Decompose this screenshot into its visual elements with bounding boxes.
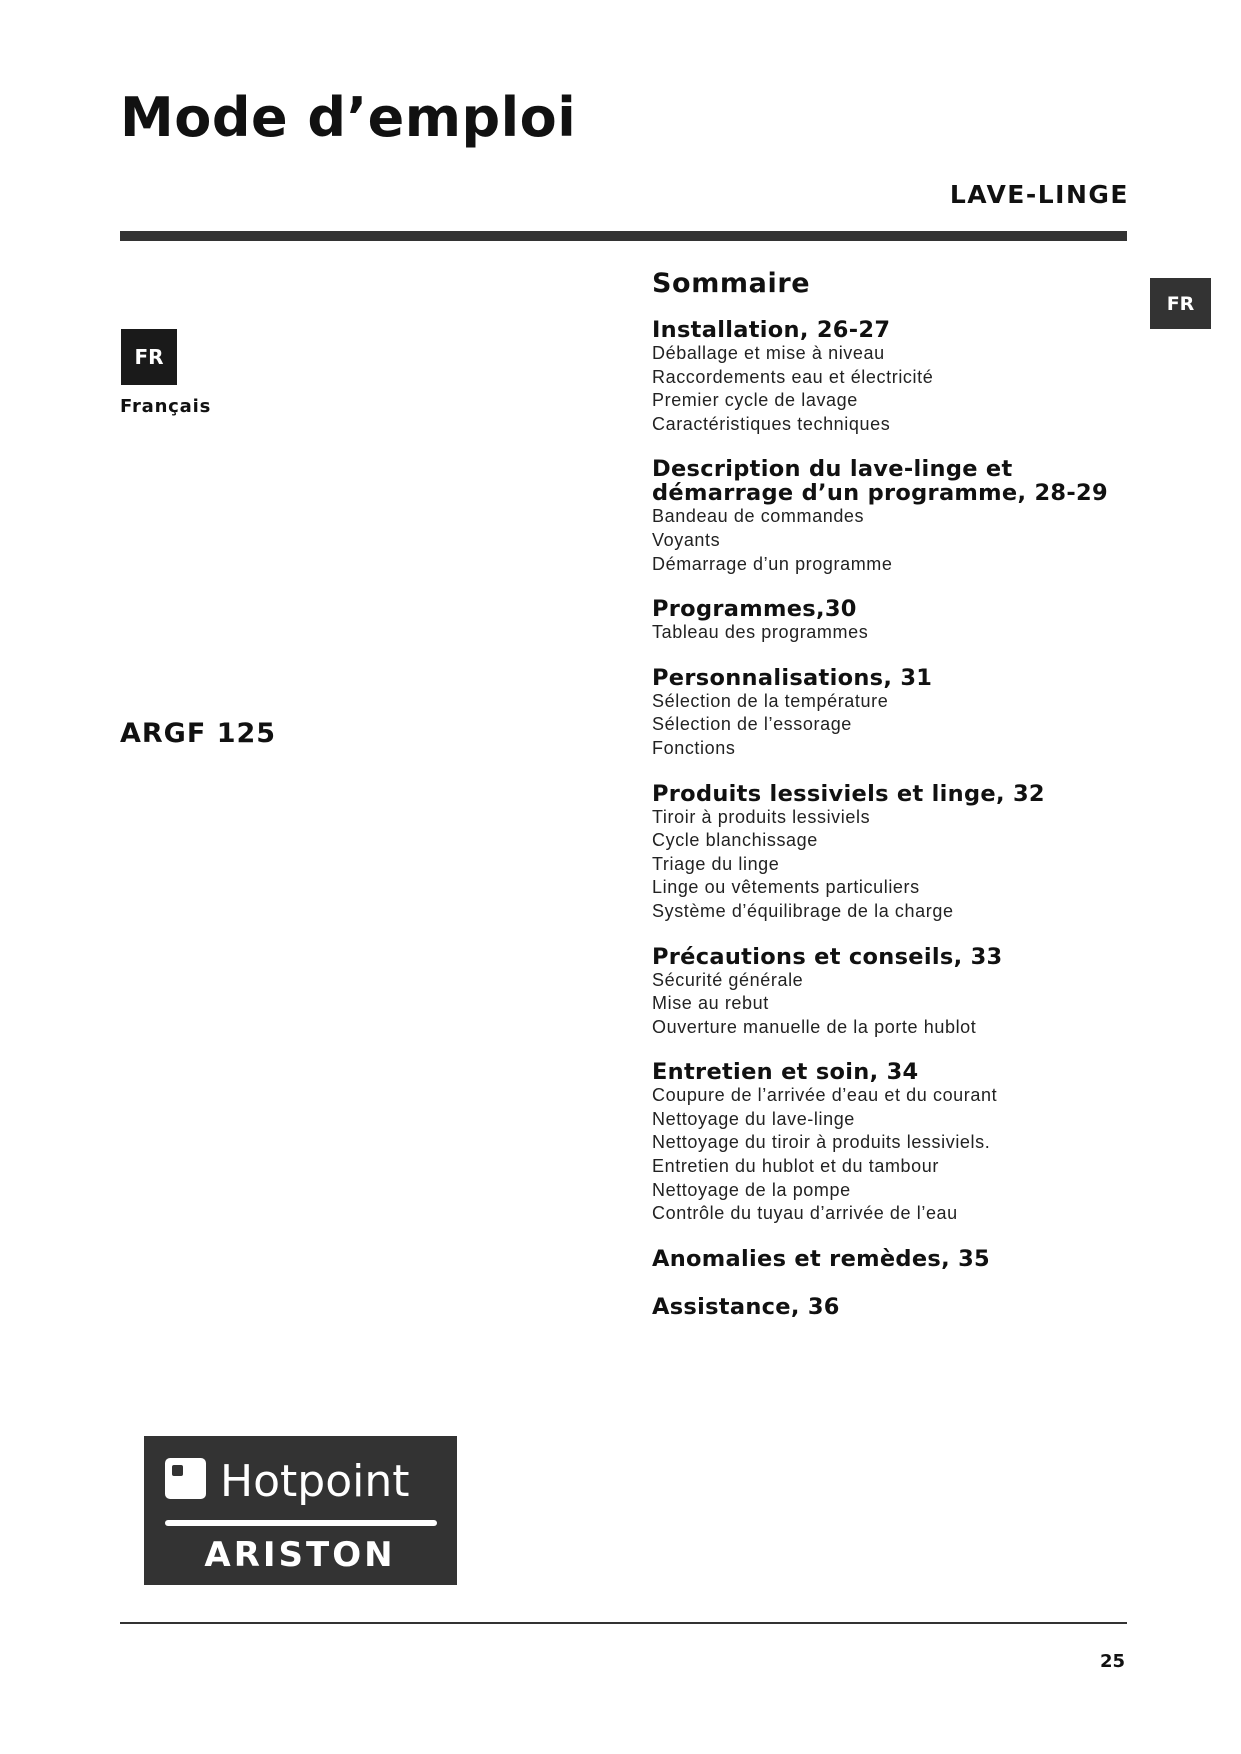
product-type-label: LAVE-LINGE [949, 180, 1129, 209]
toc-item: Démarrage d’un programme [652, 553, 893, 574]
toc-item: Voyants [652, 529, 721, 550]
brand-wordmark [144, 1436, 457, 1585]
toc-item: Système d’équilibrage de la charge [652, 900, 954, 921]
toc-section-programmes [652, 597, 1132, 645]
toc-heading: Personnalisations, 31 [652, 664, 933, 691]
toc-section-produits [652, 782, 1132, 924]
toc-section-precautions [652, 945, 1132, 1040]
toc-item: Sélection de la température [652, 690, 889, 711]
toc-item: Tableau des programmes [652, 622, 869, 643]
toc-item: Nettoyage de la pompe [652, 1179, 851, 1200]
toc-heading: Produits lessiviels et linge, 32 [652, 780, 1045, 807]
toc-item: Déballage et mise à niveau [652, 343, 885, 363]
toc-section-entretien [652, 1060, 1132, 1226]
footer-divider [120, 1622, 1127, 1624]
toc-heading: Programmes,30 [652, 596, 857, 623]
toc-item: Triage du linge [652, 853, 780, 874]
toc-heading: Assistance, 36 [652, 1293, 840, 1320]
model-number: ARGF 125 [120, 718, 277, 749]
header-divider [120, 231, 1127, 241]
toc-item: Cycle blanchissage [652, 830, 818, 851]
language-name: Français [120, 396, 212, 417]
toc-item: Premier cycle de lavage [652, 390, 858, 411]
toc-item: Bandeau de commandes [652, 506, 865, 527]
toc-heading: Installation, 26-27 [652, 317, 891, 343]
toc-item: Linge ou vêtements particuliers [652, 877, 920, 898]
toc-item: Ouverture manuelle de la porte hublot [652, 1016, 977, 1037]
brand-divider [165, 1520, 437, 1526]
toc-item: Nettoyage du tiroir à produits lessiviels. [652, 1132, 991, 1153]
toc-heading: Précautions et conseils, 33 [652, 943, 1003, 970]
toc-item: Sélection de l’essorage [652, 714, 852, 735]
toc-heading: Entretien et soin, 34 [652, 1059, 919, 1086]
toc-item: Contrôle du tuyau d’arrivée de l’eau [652, 1203, 958, 1224]
language-side-tab: FR [1150, 278, 1211, 329]
table-of-contents [652, 266, 1132, 1340]
toc-section-personnalisations [652, 666, 1132, 761]
hotpoint-ariston-logo [144, 1436, 457, 1585]
toc-section-installation [652, 318, 1132, 436]
page-title: Mode d’emploi [120, 86, 577, 149]
toc-item: Tiroir à produits lessiviels [652, 806, 871, 827]
toc-section-description [652, 457, 1132, 576]
toc-item: Nettoyage du lave-linge [652, 1108, 855, 1129]
toc-item: Caractéristiques techniques [652, 413, 891, 434]
page-number: 25 [1100, 1651, 1126, 1672]
toc-item: Sécurité générale [652, 969, 804, 990]
toc-item: Mise au rebut [652, 993, 769, 1014]
toc-item: Fonctions [652, 737, 736, 758]
toc-item: Raccordements eau et électricité [652, 366, 934, 387]
toc-heading: Description du lave-linge et démarrage d’un programme, 28-29 [652, 456, 1108, 507]
toc-section-anomalies [652, 1247, 1132, 1271]
toc-heading: Anomalies et remèdes, 35 [652, 1245, 990, 1272]
language-code-badge: FR [121, 329, 177, 385]
brand-name: Hotpoint [220, 1456, 410, 1507]
brand-subname: ARISTON [204, 1535, 396, 1575]
toc-section-assistance [652, 1295, 1132, 1319]
toc-title: Sommaire [652, 268, 811, 299]
toc-item: Entretien du hublot et du tambour [652, 1156, 939, 1177]
toc-item: Coupure de l’arrivée d’eau et du courant [652, 1085, 998, 1106]
